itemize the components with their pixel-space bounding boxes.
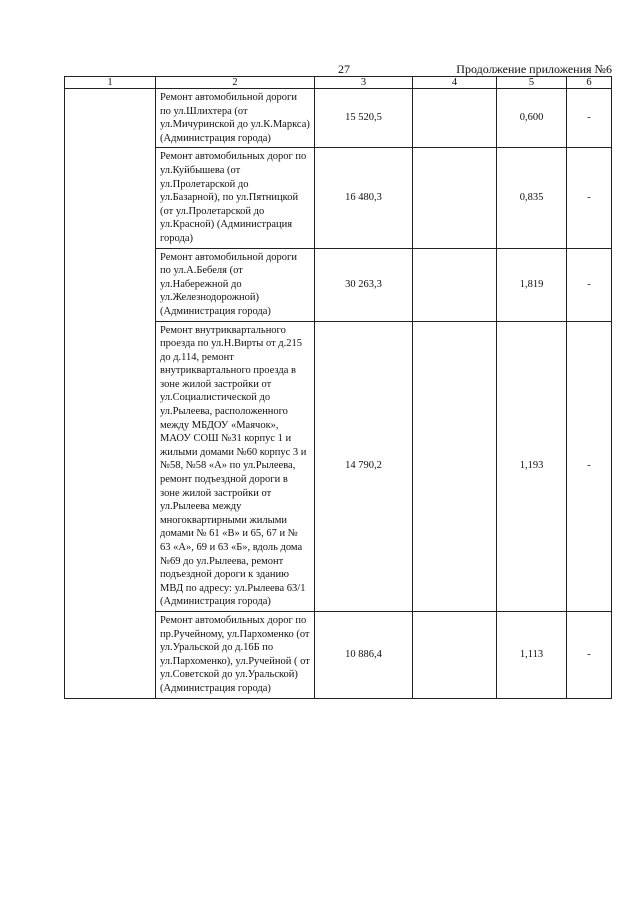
column-header: 5 bbox=[497, 77, 567, 89]
length-cell: 1,113 bbox=[497, 611, 567, 698]
amount-cell: 14 790,2 bbox=[315, 321, 413, 611]
continuation-label: Продолжение приложения №6 bbox=[456, 62, 612, 76]
amount-cell: 15 520,5 bbox=[315, 89, 413, 148]
description-text: Ремонт автомобильной дороги по ул.Шлихтера (от ул.Мичуринской до ул.К.Маркса) (Администрация города) bbox=[160, 92, 310, 144]
length-cell: 0,600 bbox=[497, 89, 567, 148]
column-header: 3 bbox=[315, 77, 413, 89]
description-cell bbox=[156, 89, 315, 148]
col4-cell bbox=[413, 611, 497, 698]
description-cell bbox=[156, 248, 315, 321]
amount-cell: 16 480,3 bbox=[315, 148, 413, 248]
description-text: Ремонт автомобильных дорог по ул.Куйбышева (от ул.Пролетарской до ул.Базарной), по ул.Пятницкой (от ул.Пролетарской до ул.Красной) (Администрация города) bbox=[160, 151, 307, 244]
number-cell bbox=[65, 89, 156, 699]
description-text: Ремонт автомобильных дорог по пр.Ручейному, ул.Пархоменко (от ул.Уральской до д.16Б по ул.Пархоменко), ул.Ручейной ( от ул.Советской до ул.Уральской) (Администрация города) bbox=[160, 614, 310, 694]
length-cell: 0,835 bbox=[497, 148, 567, 248]
length-cell: 1,819 bbox=[497, 248, 567, 321]
description-cell bbox=[156, 611, 315, 698]
col6-cell: - bbox=[567, 89, 612, 148]
page-number: 27 bbox=[338, 62, 350, 76]
col6-cell: - bbox=[567, 321, 612, 611]
amount-cell: 10 886,4 bbox=[315, 611, 413, 698]
amount-cell: 30 263,3 bbox=[315, 248, 413, 321]
col6-cell: - bbox=[567, 611, 612, 698]
column-header: 1 bbox=[65, 77, 156, 89]
table-header-row bbox=[65, 77, 612, 89]
description-cell bbox=[156, 321, 315, 611]
col4-cell bbox=[413, 89, 497, 148]
col4-cell bbox=[413, 248, 497, 321]
column-header: 6 bbox=[567, 77, 612, 89]
col4-cell bbox=[413, 321, 497, 611]
description-text: Ремонт внутриквартального проезда по ул.Н.Вирты от д.215 до д.114, ремонт внутриквартального проезда в зоне жилой застройки от ул.Социалистической до ул.Рылеева, расположенного между МБДОУ «Маячок», МАОУ СОШ №31 корпус 1 и жилыми домами №60 корпус 3 и №58, №58 «А» по ул.Рылеева, ремонт подъездной дороги в зоне жилой застройки от ул.Рылеева между многоквартирными жилыми домами № 61 «В» и 65, 67 и № 63 «А», 69 и 63 «Б», вдоль дома №69 до ул.Рылеева, ремонт подъездной дороги к зданию МВД по адресу: ул.Рылеева 63/1 (Администрация города) bbox=[160, 324, 307, 608]
description-text: Ремонт автомобильной дороги по ул.А.Бебеля (от ул.Набережной до ул.Железнодорожной) (Администрация города) bbox=[160, 251, 297, 317]
col6-cell: - bbox=[567, 248, 612, 321]
col4-cell bbox=[413, 148, 497, 248]
col6-cell: - bbox=[567, 148, 612, 248]
description-cell bbox=[156, 148, 315, 248]
column-header: 4 bbox=[413, 77, 497, 89]
length-cell: 1,193 bbox=[497, 321, 567, 611]
column-header: 2 bbox=[156, 77, 315, 89]
table-row bbox=[65, 89, 612, 148]
budget-table bbox=[64, 76, 612, 699]
